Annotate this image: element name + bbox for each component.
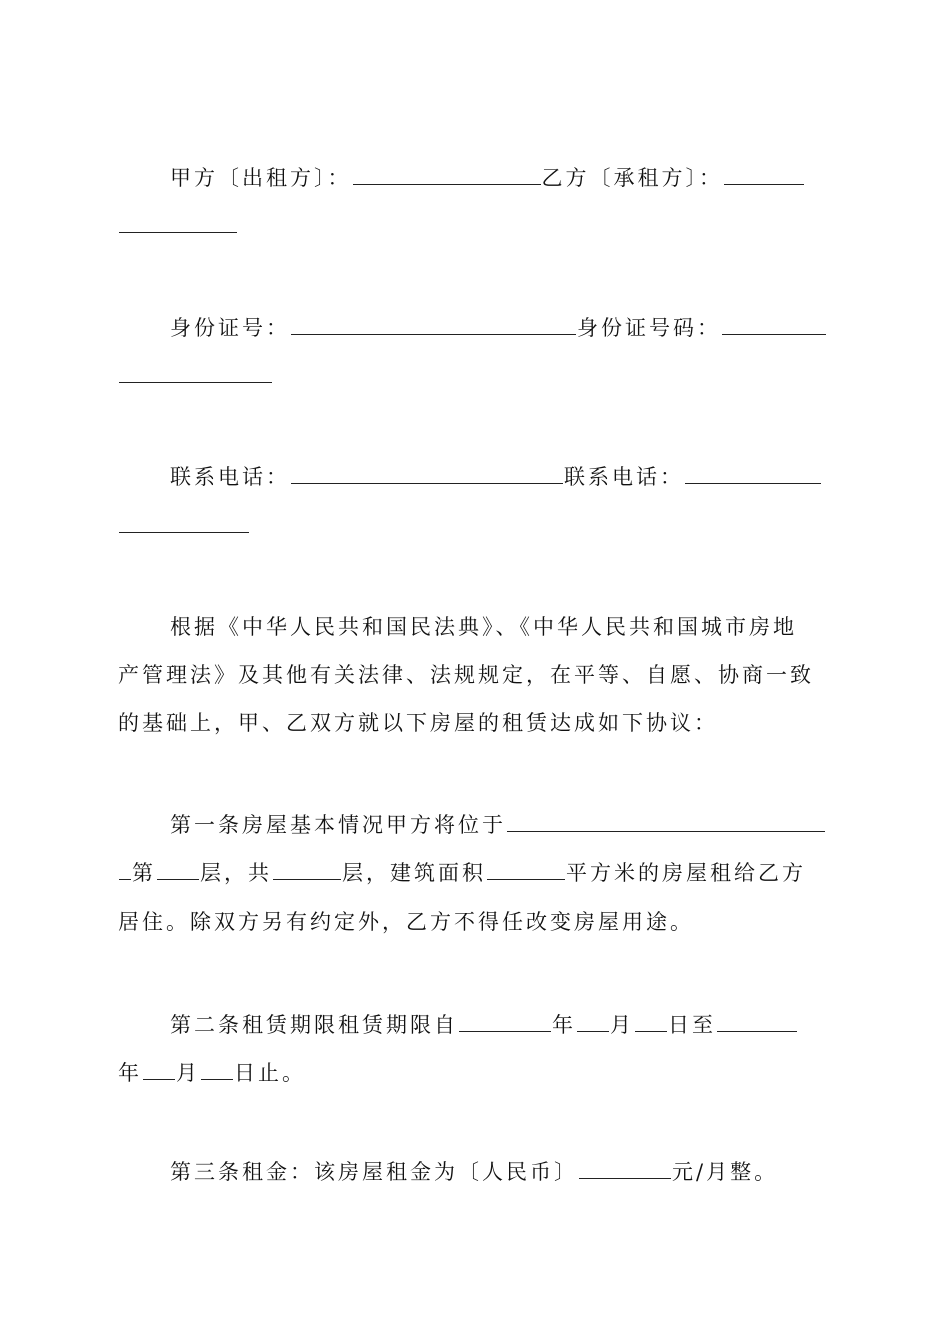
id-a-label: 身份证号：: [170, 316, 290, 340]
phone-a-label: 联系电话：: [170, 465, 290, 489]
phone-b-blank[interactable]: [685, 461, 821, 484]
end-day-blank[interactable]: [201, 1057, 233, 1080]
start-month-blank[interactable]: [577, 1009, 609, 1032]
id-b-blank-cont[interactable]: [119, 360, 272, 383]
end-month-label: 月: [176, 1061, 200, 1085]
preamble-line-3: 的基础上，甲、乙双方就以下房屋的租赁达成如下协议：: [118, 711, 718, 735]
preamble-line-1: 根据《中华人民共和国民法典》、《中华人民共和国城市房地: [170, 615, 797, 639]
rent-amount-blank[interactable]: [579, 1156, 671, 1179]
phone-b-label: 联系电话：: [564, 465, 684, 489]
phone-line: [170, 461, 838, 493]
id-a-blank[interactable]: [291, 312, 576, 335]
article-2-text: 第二条租赁期限租赁期限自: [170, 1013, 458, 1037]
area-suffix: 平方米的房屋租给乙方: [566, 861, 806, 885]
party-line-cont: [118, 210, 838, 242]
total-floor-blank[interactable]: [273, 857, 341, 880]
article-3-text: 第三条租金：该房屋租金为〔人民币〕: [170, 1160, 578, 1184]
party-b-blank-cont[interactable]: [119, 210, 237, 233]
party-b-label: 乙方〔承租方〕：: [541, 166, 723, 190]
day-to-label: 日至: [668, 1013, 716, 1037]
party-a-label: 甲方〔出租方〕：: [170, 166, 352, 190]
phone-a-blank[interactable]: [291, 461, 563, 484]
floor-suffix: 层，建筑面积: [342, 861, 486, 885]
article-1-line-2: [118, 857, 838, 889]
id-line-cont: [118, 360, 838, 392]
id-b-label: 身份证号码：: [577, 316, 721, 340]
floor-prefix: 第: [132, 861, 156, 885]
area-blank[interactable]: [487, 857, 565, 880]
id-b-blank[interactable]: [722, 312, 826, 335]
id-line: [170, 312, 838, 344]
party-a-blank[interactable]: [353, 162, 541, 185]
party-line: [170, 162, 838, 194]
article-1-text: 第一条房屋基本情况甲方将位于: [170, 813, 506, 837]
phone-b-blank-cont[interactable]: [119, 510, 249, 533]
article-1-line-1: [170, 809, 838, 841]
end-month-blank[interactable]: [143, 1057, 175, 1080]
floor-blank[interactable]: [157, 857, 199, 880]
article-2-line-1: [170, 1009, 838, 1041]
article-3-line: [170, 1156, 838, 1188]
property-location-blank[interactable]: [507, 809, 825, 832]
floor-mid: 层，共: [200, 861, 272, 885]
start-day-blank[interactable]: [635, 1009, 667, 1032]
article-2-line-2: [118, 1057, 838, 1089]
phone-line-cont: [118, 510, 838, 542]
preamble-line-2: 产管理法》及其他有关法律、法规规定，在平等、自愿、协商一致: [118, 663, 814, 687]
party-b-blank[interactable]: [724, 162, 804, 185]
article-1-line-3: 居住。除双方另有约定外，乙方不得任改变房屋用途。: [118, 910, 694, 934]
end-year-blank[interactable]: [717, 1009, 797, 1032]
end-day-label: 日止。: [234, 1061, 306, 1085]
article-3-suffix: 元/月整。: [672, 1160, 779, 1184]
start-year-blank[interactable]: [459, 1009, 551, 1032]
start-month-label: 月: [610, 1013, 634, 1037]
start-year-label: 年: [552, 1013, 576, 1037]
end-year-label: 年: [118, 1061, 142, 1085]
property-location-blank-cont[interactable]: [119, 857, 131, 880]
